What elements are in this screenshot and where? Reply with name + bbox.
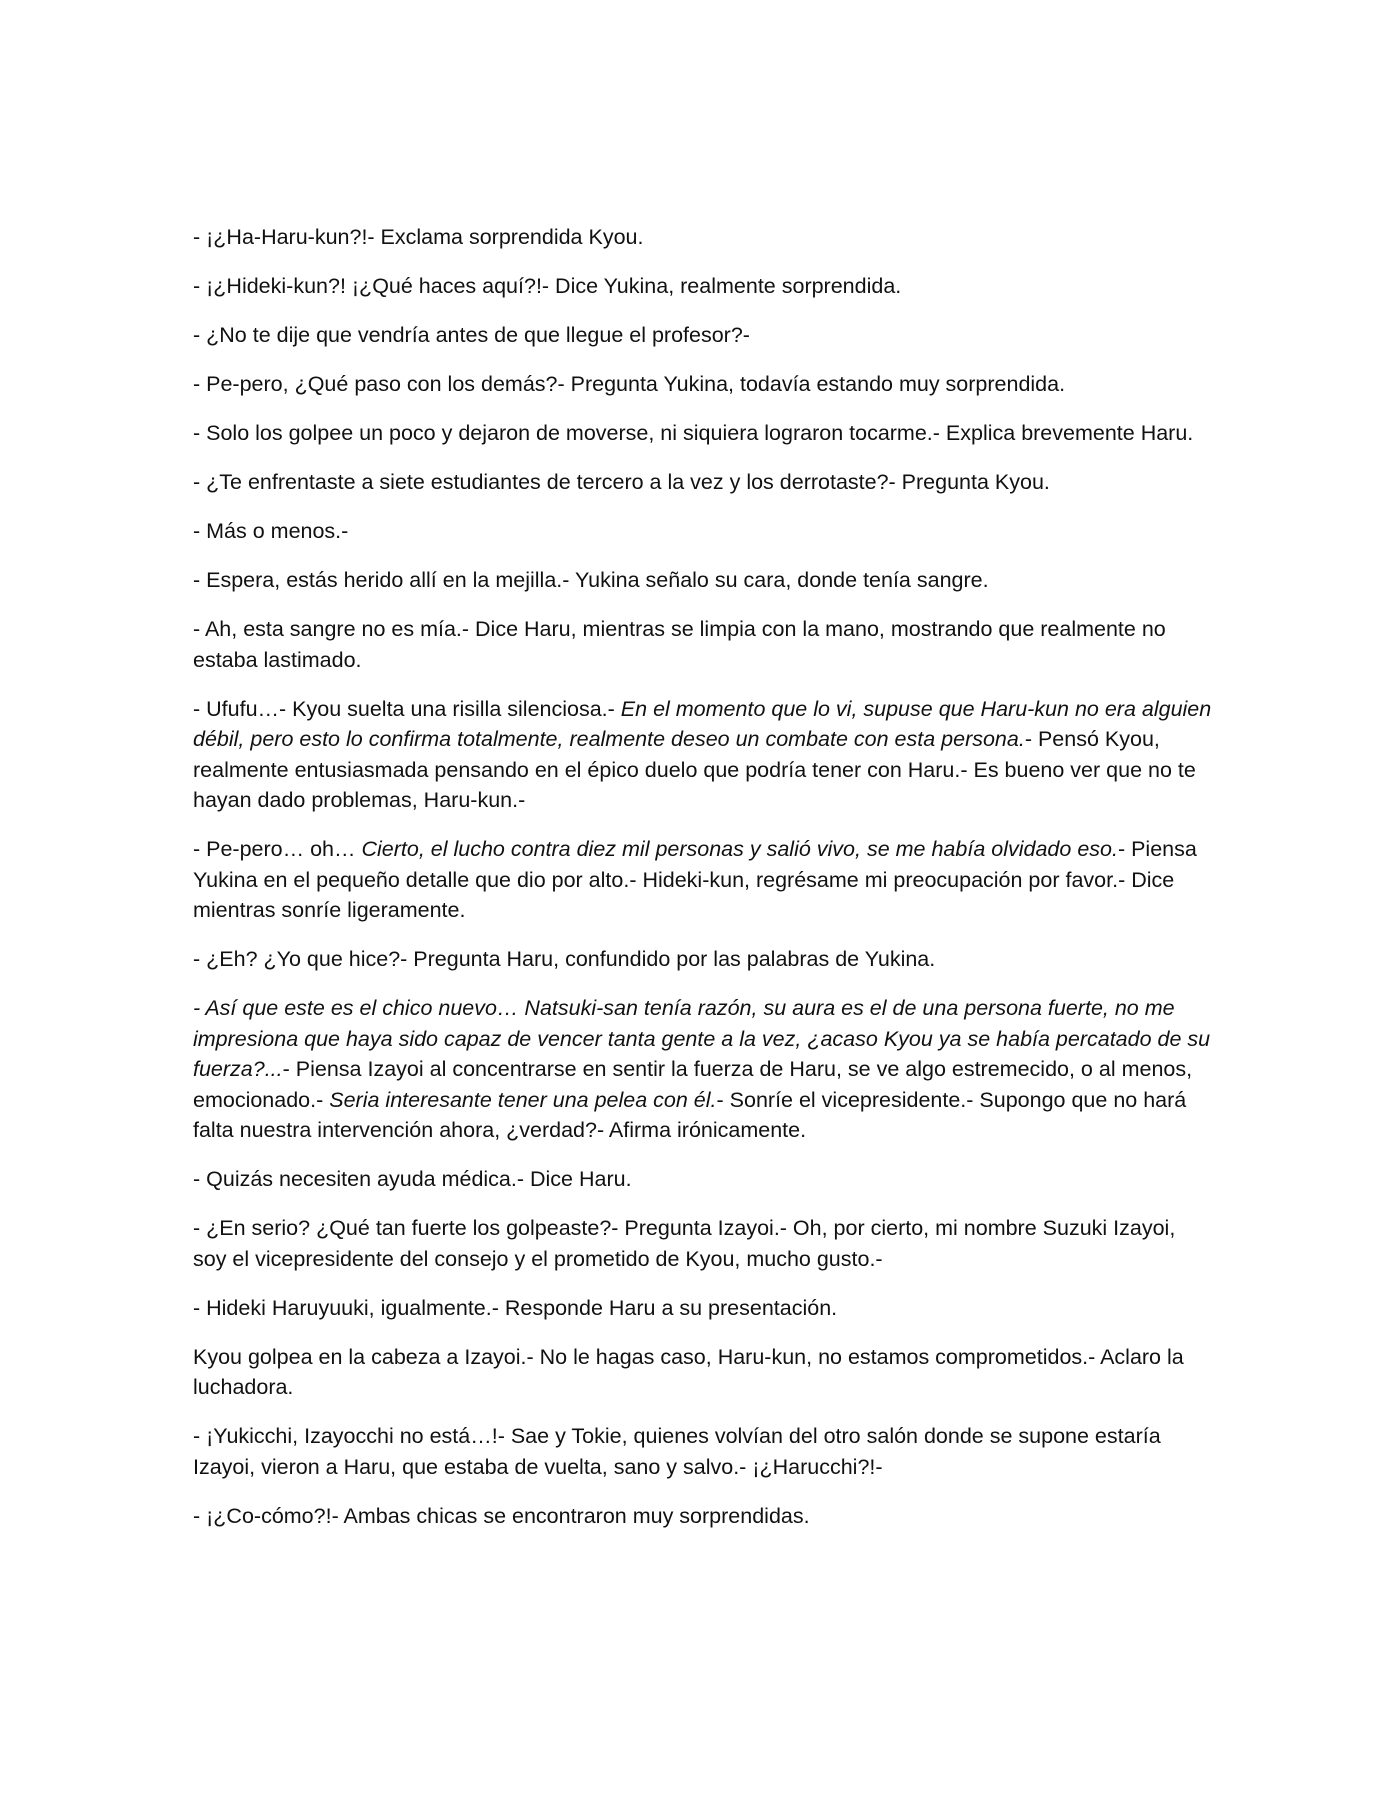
paragraph	[193, 614, 1213, 675]
paragraph	[193, 565, 1213, 596]
paragraph	[193, 222, 1213, 253]
paragraph	[193, 834, 1213, 926]
paragraph	[193, 271, 1213, 302]
text-span: - Más o menos.-	[193, 519, 349, 543]
paragraph	[193, 1164, 1213, 1195]
paragraph	[193, 694, 1213, 816]
paragraph	[193, 418, 1213, 449]
text-span: - ¡¿Ha-Haru-kun?!- Exclama sorprendida Kyou.	[193, 225, 644, 249]
text-span: - Quizás necesiten ayuda médica.- Dice Haru.	[193, 1167, 632, 1191]
text-span: Kyou golpea en la cabeza a Izayoi.- No le hagas caso, Haru-kun, no estamos comprometidos.- Aclaro la luchadora.	[193, 1344, 1184, 1399]
paragraph	[193, 1501, 1213, 1532]
paragraph	[193, 993, 1213, 1146]
paragraph	[193, 944, 1213, 975]
text-span: - Piensa Yukina en el pequeño detalle que dio por alto.- Hideki-kun, regrésame mi preocupación por favor.- Dice mientras sonríe ligeramente.	[193, 837, 1197, 922]
italic-thought-text: En el momento que lo vi, supuse que Haru-kun no era alguien débil, pero esto lo confirma totalmente, realmente deseo un combate con esta persona.	[193, 696, 1212, 751]
paragraph	[193, 369, 1213, 400]
italic-thought-text: Cierto, el lucho contra diez mil personas y salió vivo, se me había olvidado eso.	[361, 837, 1118, 861]
italic-thought-text: Seria interesante tener una pelea con él.	[329, 1087, 717, 1112]
paragraph	[193, 467, 1213, 498]
document-page	[193, 222, 1213, 1550]
paragraph	[193, 516, 1213, 547]
text-span: - Pe-pero, ¿Qué paso con los demás?- Pregunta Yukina, todavía estando muy sorprendida.	[193, 372, 1066, 396]
text-span: - Hideki Haruyuuki, igualmente.- Responde Haru a su presentación.	[193, 1295, 838, 1320]
text-span: - ¡Yukicchi, Izayocchi no está…!- Sae y Tokie, quienes volvían del otro salón donde se supone estaría Izayoi, vieron a Haru, que estaba de vuelta, sano y salvo.- ¡¿Harucchi?!-	[193, 1424, 1161, 1479]
text-span: - Espera, estás herido allí en la mejilla.- Yukina señalo su cara, donde tenía sangre.	[193, 568, 989, 592]
text-span: - Solo los golpee un poco y dejaron de moverse, ni siquiera lograron tocarme.- Explica brevemente Haru.	[193, 421, 1194, 445]
italic-thought-text: - Así que este es el chico nuevo… Natsuki-san tenía razón, su aura es el de una persona fuerte, no me impresiona que haya sido capaz de vencer tanta gente a la vez, ¿acaso Kyou ya se había percatado de su fuerza?...	[193, 996, 1211, 1081]
text-span: - Pensó Kyou, realmente entusiasmada pensando en el épico duelo que podría tener con Haru.- Es bueno ver que no te hayan dado problemas, Haru-kun.-	[193, 727, 1196, 812]
text-span: - ¿No te dije que vendría antes de que llegue el profesor?-	[193, 323, 750, 347]
paragraph	[193, 1213, 1213, 1274]
paragraph	[193, 1293, 1213, 1324]
text-span: - ¿Eh? ¿Yo que hice?- Pregunta Haru, confundido por las palabras de Yukina.	[193, 947, 936, 971]
text-span: - Piensa Izayoi al concentrarse en sentir la fuerza de Haru, se ve algo estremecido, o al menos, emocionado.-	[193, 1057, 1193, 1112]
paragraph	[193, 320, 1213, 351]
paragraph	[193, 1421, 1213, 1482]
text-span: - ¿En serio? ¿Qué tan fuerte los golpeaste?- Pregunta Izayoi.- Oh, por cierto, mi nombre Suzuki Izayoi, soy el vicepresidente del consejo y el prometido de Kyou, mucho gusto.-	[193, 1216, 1176, 1271]
text-span: - Ufufu…- Kyou suelta una risilla silenciosa.-	[193, 696, 621, 721]
text-span: - Sonríe el vicepresidente.- Supongo que no hará falta nuestra intervención ahora, ¿verdad?- Afirma irónicamente.	[193, 1087, 1187, 1142]
text-span: - Ah, esta sangre no es mía.- Dice Haru, mientras se limpia con la mano, mostrando que realmente no estaba lastimado.	[193, 617, 1166, 672]
text-span: - ¡¿Co-cómo?!- Ambas chicas se encontraron muy sorprendidas.	[193, 1503, 810, 1528]
text-span: - ¿Te enfrentaste a siete estudiantes de tercero a la vez y los derrotaste?- Pregunta Kyou.	[193, 470, 1050, 494]
paragraph	[193, 1342, 1213, 1403]
text-span: - Pe-pero… oh…	[193, 837, 362, 861]
text-span: - ¡¿Hideki-kun?! ¡¿Qué haces aquí?!- Dice Yukina, realmente sorprendida.	[193, 274, 902, 298]
